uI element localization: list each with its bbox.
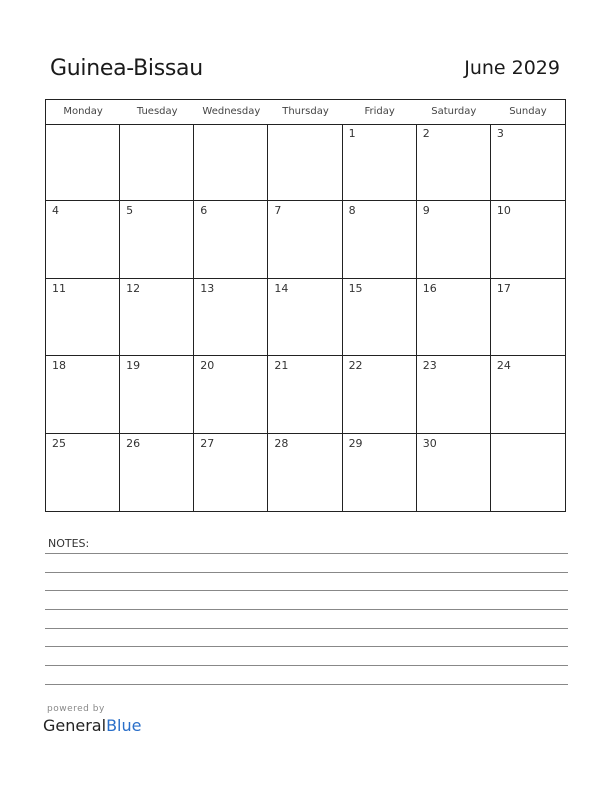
notes-line bbox=[45, 684, 568, 685]
day-cell bbox=[268, 356, 342, 433]
day-number: 29 bbox=[348, 436, 363, 450]
day-cell bbox=[46, 279, 120, 356]
day-cell bbox=[120, 201, 194, 278]
weekday-tuesday: Tuesday bbox=[136, 106, 178, 117]
day-number: 1 bbox=[348, 127, 356, 140]
weekday-sunday: Sunday bbox=[509, 106, 547, 117]
day-cell bbox=[194, 356, 268, 433]
day-cell bbox=[343, 201, 417, 278]
day-number: 12 bbox=[126, 281, 141, 295]
day-cell bbox=[268, 124, 342, 201]
day-cell bbox=[343, 124, 417, 201]
day-cell bbox=[194, 279, 268, 356]
day-cell bbox=[491, 434, 565, 511]
notes-line bbox=[45, 609, 568, 610]
powered-by-text: powered by bbox=[47, 704, 105, 714]
weekday-saturday: Saturday bbox=[431, 106, 477, 117]
notes-line bbox=[45, 646, 568, 647]
day-cell bbox=[46, 124, 120, 201]
day-cell bbox=[268, 279, 342, 356]
day-number: 30 bbox=[422, 436, 437, 450]
notes-label: NOTES: bbox=[48, 537, 90, 550]
day-number: 22 bbox=[348, 359, 363, 373]
notes-line bbox=[45, 553, 568, 554]
notes-line bbox=[45, 628, 568, 629]
day-number: 6 bbox=[200, 204, 208, 218]
day-number: 16 bbox=[422, 281, 437, 295]
brand-general-text: General bbox=[43, 716, 107, 735]
notes-line bbox=[45, 665, 568, 666]
day-cell bbox=[491, 279, 565, 356]
day-number: 17 bbox=[496, 281, 511, 295]
day-cell bbox=[417, 279, 491, 356]
day-cell bbox=[120, 434, 194, 511]
weekday-monday: Monday bbox=[63, 106, 103, 117]
country-title: Guinea-Bissau bbox=[50, 56, 203, 81]
day-cell bbox=[491, 356, 565, 433]
day-number: 15 bbox=[348, 281, 363, 295]
day-cell bbox=[417, 356, 491, 433]
day-cell bbox=[120, 279, 194, 356]
day-number: 28 bbox=[274, 436, 289, 450]
day-cell bbox=[120, 124, 194, 201]
day-cell bbox=[417, 124, 491, 201]
day-cell bbox=[268, 201, 342, 278]
day-number: 7 bbox=[274, 204, 282, 218]
day-grid bbox=[46, 124, 565, 511]
day-cell bbox=[194, 434, 268, 511]
day-number: 27 bbox=[200, 436, 215, 450]
brand-blue-text: Blue bbox=[106, 716, 142, 735]
notes-line bbox=[45, 590, 568, 591]
day-number: 14 bbox=[274, 281, 289, 295]
day-number: 13 bbox=[200, 281, 215, 295]
day-number: 5 bbox=[126, 204, 134, 218]
day-number: 23 bbox=[422, 359, 437, 373]
day-number: 25 bbox=[52, 436, 66, 450]
day-number: 19 bbox=[126, 359, 141, 373]
day-number: 10 bbox=[496, 204, 511, 218]
day-cell bbox=[417, 434, 491, 511]
day-number: 18 bbox=[52, 359, 66, 373]
day-cell bbox=[491, 124, 565, 201]
day-number: 21 bbox=[274, 359, 289, 373]
day-number: 26 bbox=[126, 436, 141, 450]
month-year-title: June 2029 bbox=[464, 57, 560, 79]
day-cell bbox=[343, 356, 417, 433]
day-number: 11 bbox=[52, 281, 66, 295]
calendar-table bbox=[45, 99, 566, 512]
day-number: 2 bbox=[422, 127, 430, 140]
day-number: 4 bbox=[52, 204, 59, 218]
notes-line bbox=[45, 572, 568, 573]
day-number: 20 bbox=[200, 359, 215, 373]
day-cell bbox=[491, 201, 565, 278]
day-number: 3 bbox=[496, 127, 504, 140]
day-cell bbox=[343, 279, 417, 356]
day-cell bbox=[46, 201, 120, 278]
weekday-thursday: Thursday bbox=[282, 106, 329, 117]
weekday-header-row bbox=[46, 100, 565, 125]
weekday-friday: Friday bbox=[364, 106, 395, 117]
day-number: 9 bbox=[422, 204, 430, 218]
day-cell bbox=[417, 201, 491, 278]
weekday-wednesday: Wednesday bbox=[202, 106, 261, 117]
day-cell bbox=[46, 434, 120, 511]
day-cell bbox=[343, 434, 417, 511]
day-cell bbox=[46, 356, 120, 433]
day-number: 8 bbox=[348, 204, 356, 218]
day-cell bbox=[194, 201, 268, 278]
day-cell bbox=[268, 434, 342, 511]
day-number: 24 bbox=[496, 359, 511, 373]
day-cell bbox=[194, 124, 268, 201]
generalblue-logo[interactable] bbox=[43, 716, 141, 735]
day-cell bbox=[120, 356, 194, 433]
